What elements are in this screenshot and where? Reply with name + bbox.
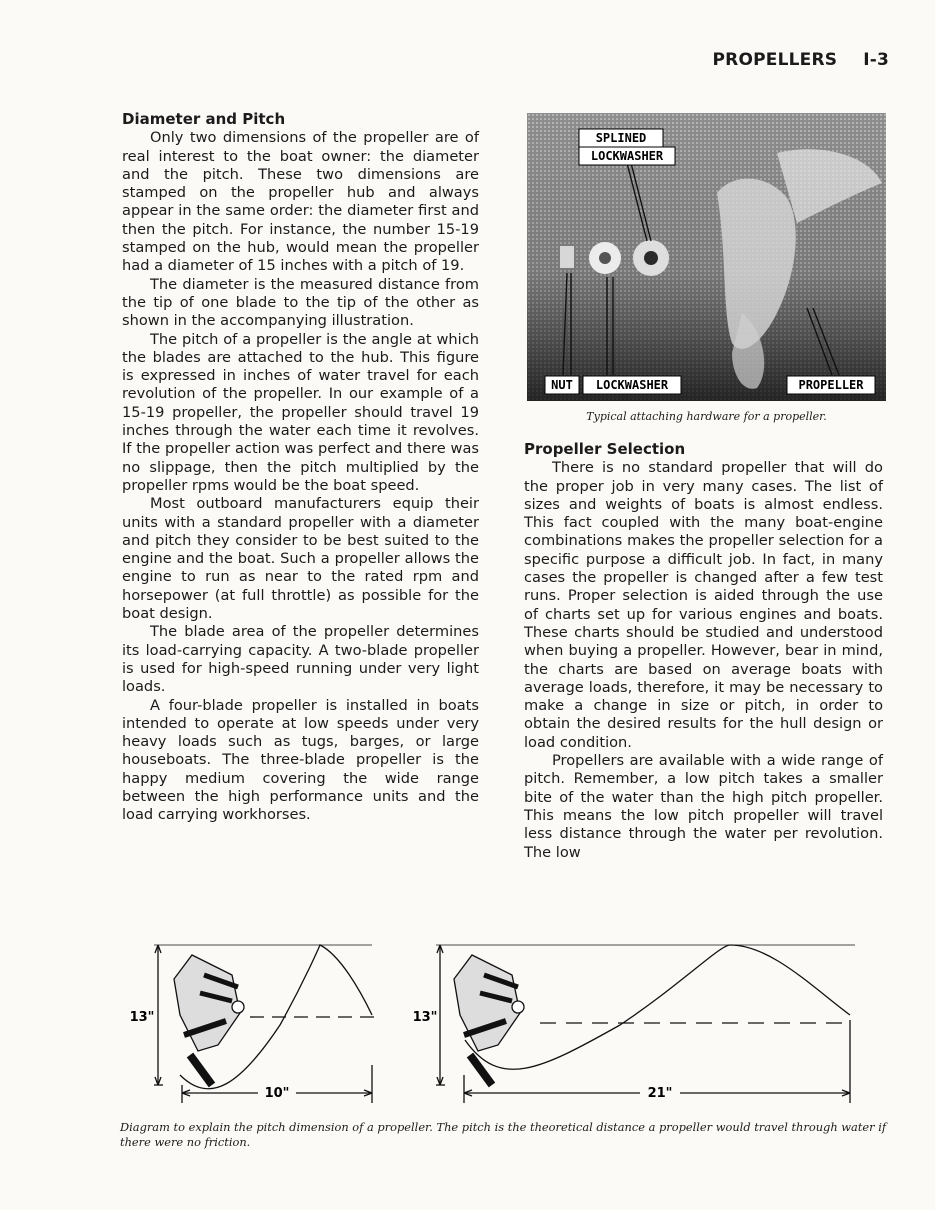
paragraph: Only two dimensions of the propeller are of real interest to the boat owner: the diameter and the pitch. These two dimensions are stamped on the propeller hub and always appear in the same order: the diameter first and then the pitch. For instance, the number 15-19 stamped on the hub, would mean the propeller had a diameter of 15 inches with a pitch of 19. [122, 129, 479, 275]
photo-caption: Typical attaching hardware for a propeller. [586, 410, 827, 423]
paragraph: There is no standard propeller that will do the proper job in very many cases. The list of sizes and weights of boats is almost endless. This fact coupled with the many boat-engine combinations makes the propeller selection for a specific purpose a difficult job. In fact, in many cases the propeller is changed after a few test runs. Proper selection is aided through the use of charts set up for various engines and boats. These charts should be studied and understood when buying a propeller. However, bear in mind, the charts are based on average boats with average loads, therefore, it may be necessary to make a change in size or pitch, in order to obtain the desired results for the hull design or load condition. [524, 459, 883, 751]
label-nut: NUT [551, 378, 573, 392]
pitch-diagram [120, 935, 900, 1110]
diameter-label-left: 13" [129, 1010, 155, 1025]
paragraph: The diameter is the measured distance from the tip of one blade to the tip of the other as shown in the accompanying illustration. [122, 275, 479, 330]
pitch-label-left: 10" [264, 1086, 290, 1101]
diagram-caption: Diagram to explain the pitch dimension of a propeller. The pitch is the theoretical distance a propeller would travel through water if there were no friction. [120, 1120, 887, 1149]
pitch-diagram-21-inch [436, 945, 855, 1103]
pitch-label-right: 21" [647, 1086, 673, 1101]
right-column [524, 440, 883, 862]
section-heading-propeller-selection: Propeller Selection [524, 440, 686, 458]
paragraph: Most outboard manufacturers equip their units with a standard propeller with a diameter and pitch they consider to be best suited to the engine and the boat. Such a propeller allows the engine to run as near to the rated rpm and horsepower (at full throttle) as possible for the boat design. [122, 495, 479, 623]
left-column [122, 110, 479, 825]
label-lockwasher-top: LOCKWASHER [590, 149, 664, 163]
section-heading-diameter-pitch: Diameter and Pitch [122, 110, 286, 128]
page-number: I-3 [863, 50, 889, 70]
label-splined: SPLINED [595, 131, 647, 145]
diameter-label-right: 13" [412, 1010, 438, 1025]
label-lockwasher-bottom: LOCKWASHER [595, 378, 669, 392]
label-propeller: PROPELLER [798, 378, 864, 392]
paragraph: The blade area of the propeller determines its load-carrying capacity. A two-blade propeller is used for high-speed running under very light loads. [122, 623, 479, 696]
paragraph: Propellers are available with a wide range of pitch. Remember, a low pitch takes a smaller bite of the water than the high pitch propeller. This means the low pitch propeller will travel less distance through the water per revolution. The low [524, 752, 883, 861]
section-title: PROPELLERS [712, 50, 838, 70]
propeller-hardware-photo [527, 113, 886, 401]
page-header [713, 50, 890, 70]
paragraph: The pitch of a propeller is the angle at which the blades are attached to the hub. This figure is expressed in inches of water travel for each revolution of the propeller. In our example of a 15-19 propeller, the propeller should travel 19 inches through the water each time it revolves. If the propeller action was perfect and there was no slippage, then the pitch multiplied by the propeller rpms would be the boat speed. [122, 330, 479, 494]
paragraph: A four-blade propeller is installed in boats intended to operate at low speeds under very heavy loads such as tugs, barges, or large houseboats. The three-blade propeller is the happy medium covering the wide range between the high performance units and the load carrying workhorses. [122, 696, 479, 824]
pitch-diagram-10-inch [154, 945, 376, 1103]
